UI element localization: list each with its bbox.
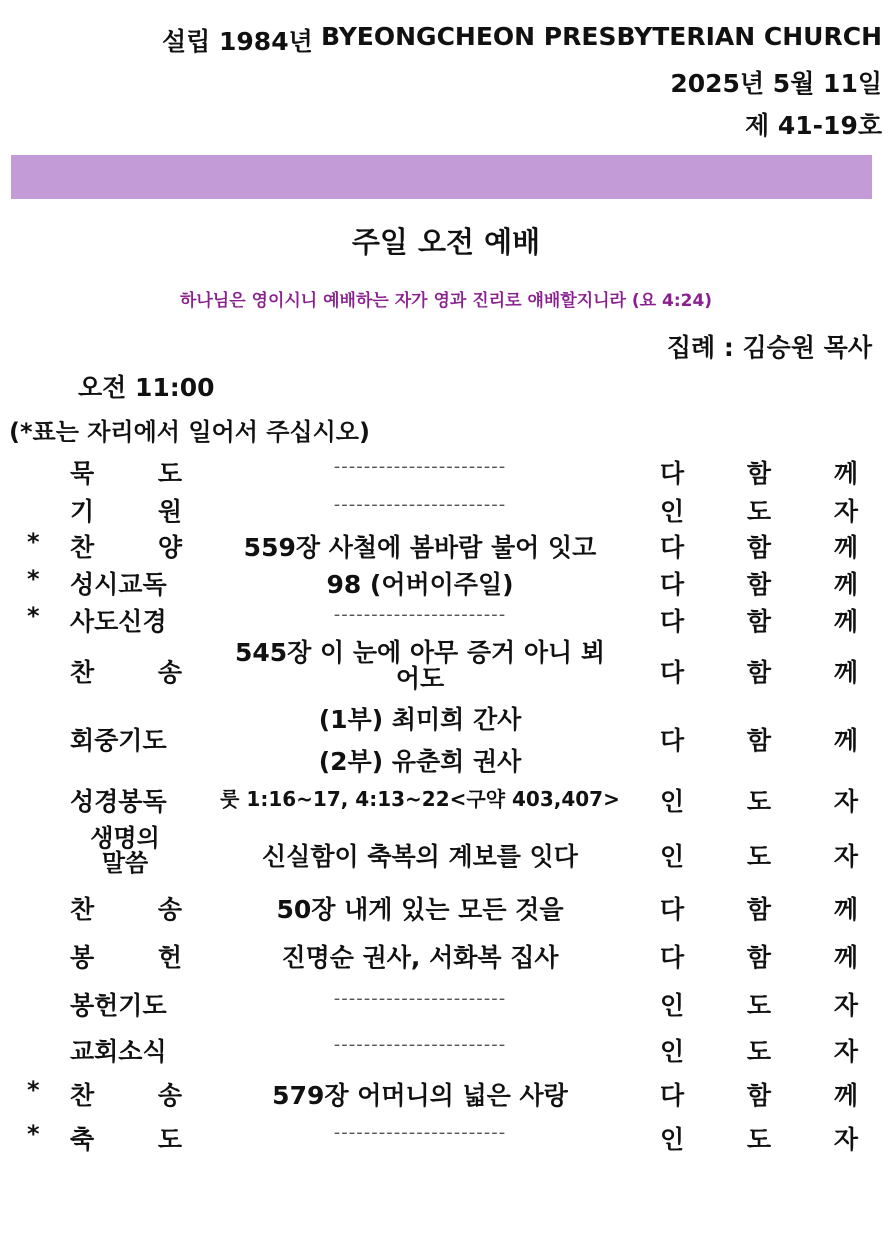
performer-char: 인: [660, 1125, 685, 1154]
order-item-performer: [660, 986, 858, 1022]
order-item-name-part: 기: [70, 497, 95, 526]
order-item-performer: [660, 454, 858, 490]
performer-char: 자: [833, 497, 858, 526]
service-leader: 집례 : 김승원 목사: [666, 333, 872, 362]
theme-verse: 하나님은 영이시니 예배하는 자가 영과 진리로 얘배할지니라 (요 4:24): [179, 291, 713, 311]
order-item-content: 진명순 권사, 서화복 집사: [281, 943, 559, 972]
service-title: 주일 오전 예배: [351, 225, 541, 259]
performer-char: 다: [660, 570, 685, 599]
performer-char: 함: [746, 459, 772, 488]
order-item-content: -----------------------: [333, 1034, 507, 1055]
issue-number: 제 41-19호: [745, 111, 882, 140]
order-item-content: 50장 내게 있는 모든 것을: [276, 895, 564, 924]
order-item-performer: [660, 602, 858, 638]
order-item-name: [70, 721, 182, 757]
order-item-name-part: 찬: [70, 658, 95, 687]
order-row: [0, 700, 892, 776]
order-item-name-part: 봉헌기도: [70, 991, 167, 1020]
performer-char: 인: [660, 497, 685, 526]
performer-char: 인: [660, 787, 685, 816]
order-item-name: [70, 938, 182, 974]
order-item-content: (1부) 최미희 간사: [318, 705, 522, 734]
performer-char: 다: [660, 607, 685, 636]
order-item-content: 545장 이 눈에 아무 증거 아니 뵈어도: [234, 638, 606, 693]
order-item-name: [70, 602, 182, 638]
order-row: [0, 1118, 892, 1152]
order-item-performer: [660, 721, 858, 757]
order-item-performer: [660, 1032, 858, 1068]
order-item-content: (2부) 유춘희 권사: [318, 747, 522, 776]
performer-char: 자: [833, 787, 858, 816]
decorative-band: [11, 155, 872, 199]
order-row: [0, 984, 892, 1018]
order-item-name-part: 사도신경: [70, 607, 167, 636]
performer-char: 인: [660, 991, 685, 1020]
order-item-name: [70, 986, 182, 1022]
performer-char: 께: [833, 607, 858, 636]
order-row: [0, 526, 892, 560]
service-time: 오전 11:00: [78, 373, 215, 402]
order-item-content: 신실함이 축복의 계보를 잇다: [262, 842, 578, 871]
order-item-name-part: 생명의: [90, 824, 160, 852]
order-item-performer: [660, 1076, 858, 1112]
standing-marker: *: [27, 528, 40, 556]
performer-char: 함: [746, 943, 772, 972]
order-item-name-part: 도: [157, 459, 182, 488]
order-row: [0, 563, 892, 597]
order-item-name-part: 말씀: [101, 849, 149, 877]
performer-char: 자: [833, 991, 858, 1020]
performer-char: 도: [746, 1037, 772, 1066]
performer-char: 다: [660, 658, 685, 687]
order-row: [0, 936, 892, 970]
performer-char: 도: [746, 497, 772, 526]
order-item-name-part: 묵: [70, 459, 95, 488]
order-item-name-part: 봉: [70, 943, 95, 972]
order-item-performer: [660, 837, 858, 873]
performer-char: 다: [660, 1081, 685, 1110]
order-row: [0, 600, 892, 634]
order-row: [0, 780, 892, 814]
performer-char: 인: [660, 842, 685, 871]
order-item-content: -----------------------: [333, 494, 507, 515]
performer-char: 다: [660, 726, 685, 755]
order-item-name-part: 양: [157, 533, 182, 562]
order-row: [0, 452, 892, 486]
order-item-name-part: 축: [70, 1125, 95, 1154]
order-item-performer: [660, 938, 858, 974]
performer-char: 자: [833, 1037, 858, 1066]
performer-char: 도: [746, 842, 772, 871]
order-item-content: 룻 1:16~17, 4:13~22<구약 403,407>: [220, 787, 620, 811]
performer-char: 께: [833, 533, 858, 562]
performer-char: 자: [833, 842, 858, 871]
order-item-performer: [660, 653, 858, 689]
church-name: BYEONGCHEON PRESBYTERIAN CHURCH: [321, 22, 882, 51]
performer-char: 함: [746, 1081, 772, 1110]
order-row: [0, 822, 892, 882]
order-item-name-part: 성시교독: [70, 570, 167, 599]
performer-char: 함: [746, 895, 772, 924]
order-item-performer: [660, 528, 858, 564]
performer-char: 인: [660, 1037, 685, 1066]
performer-char: 께: [833, 943, 858, 972]
order-item-performer: [660, 782, 858, 818]
order-item-name: [70, 653, 182, 689]
order-item-performer: [660, 492, 858, 528]
performer-char: 도: [746, 1125, 772, 1154]
order-item-name-part: 찬: [70, 1081, 95, 1110]
order-item-content: -----------------------: [333, 988, 507, 1009]
order-item-performer: [660, 565, 858, 601]
performer-char: 함: [746, 533, 772, 562]
order-item-name: [70, 1076, 182, 1112]
performer-char: 함: [746, 570, 772, 599]
performer-char: 께: [833, 658, 858, 687]
order-item-name-part: 송: [157, 658, 182, 687]
order-item-name: [70, 1032, 182, 1068]
order-item-content: 98 (어버이주일): [326, 570, 514, 599]
founded-year: 설립 1984년: [162, 27, 313, 56]
performer-char: 다: [660, 943, 685, 972]
performer-char: 께: [833, 895, 858, 924]
performer-char: 께: [833, 570, 858, 599]
order-row: [0, 490, 892, 524]
order-row: [0, 1074, 892, 1108]
order-item-content: -----------------------: [333, 604, 507, 625]
order-item-name-part: 회중기도: [70, 726, 167, 755]
order-item-performer: [660, 890, 858, 926]
standing-marker: *: [27, 1120, 40, 1148]
order-item-name-part: 교회소식: [70, 1037, 167, 1066]
order-item-name: [70, 565, 182, 601]
order-item-name-part: 송: [157, 895, 182, 924]
order-item-name: [70, 528, 182, 564]
performer-char: 도: [746, 787, 772, 816]
performer-char: 께: [833, 459, 858, 488]
order-item-content: -----------------------: [333, 456, 507, 477]
order-item-name-part: 헌: [157, 943, 182, 972]
performer-char: 께: [833, 726, 858, 755]
standing-marker: *: [27, 1076, 40, 1104]
order-row: [0, 640, 892, 696]
order-item-name-part: 원: [157, 497, 182, 526]
standing-marker: *: [27, 602, 40, 630]
order-item-name: [70, 454, 182, 490]
performer-char: 함: [746, 726, 772, 755]
performer-char: 함: [746, 607, 772, 636]
performer-char: 다: [660, 533, 685, 562]
order-item-name-part: 찬: [70, 895, 95, 924]
order-item-content: 559장 사철에 봄바람 불어 잇고: [243, 533, 597, 562]
order-item-content: 579장 어머니의 넓은 사랑: [272, 1081, 568, 1110]
order-item-name: [70, 492, 182, 528]
order-item-name-part: 도: [157, 1125, 182, 1154]
performer-char: 함: [746, 658, 772, 687]
order-item-content: -----------------------: [333, 1122, 507, 1143]
performer-char: 다: [660, 459, 685, 488]
standing-note: (*표는 자리에서 일어서 주십시오): [9, 418, 370, 446]
order-item-name: [70, 782, 182, 818]
order-item-name-part: 성경봉독: [70, 787, 167, 816]
order-item-name: [70, 890, 182, 926]
performer-char: 자: [833, 1125, 858, 1154]
order-row: [0, 888, 892, 922]
order-row: [0, 1030, 892, 1064]
standing-marker: *: [27, 565, 40, 593]
order-item-name: [70, 1120, 182, 1156]
bulletin-date: 2025년 5월 11일: [670, 69, 882, 98]
performer-char: 께: [833, 1081, 858, 1110]
order-item-name: [60, 826, 190, 876]
performer-char: 도: [746, 991, 772, 1020]
order-item-performer: [660, 1120, 858, 1156]
order-item-name-part: 찬: [70, 533, 95, 562]
order-item-name-part: 송: [157, 1081, 182, 1110]
performer-char: 다: [660, 895, 685, 924]
